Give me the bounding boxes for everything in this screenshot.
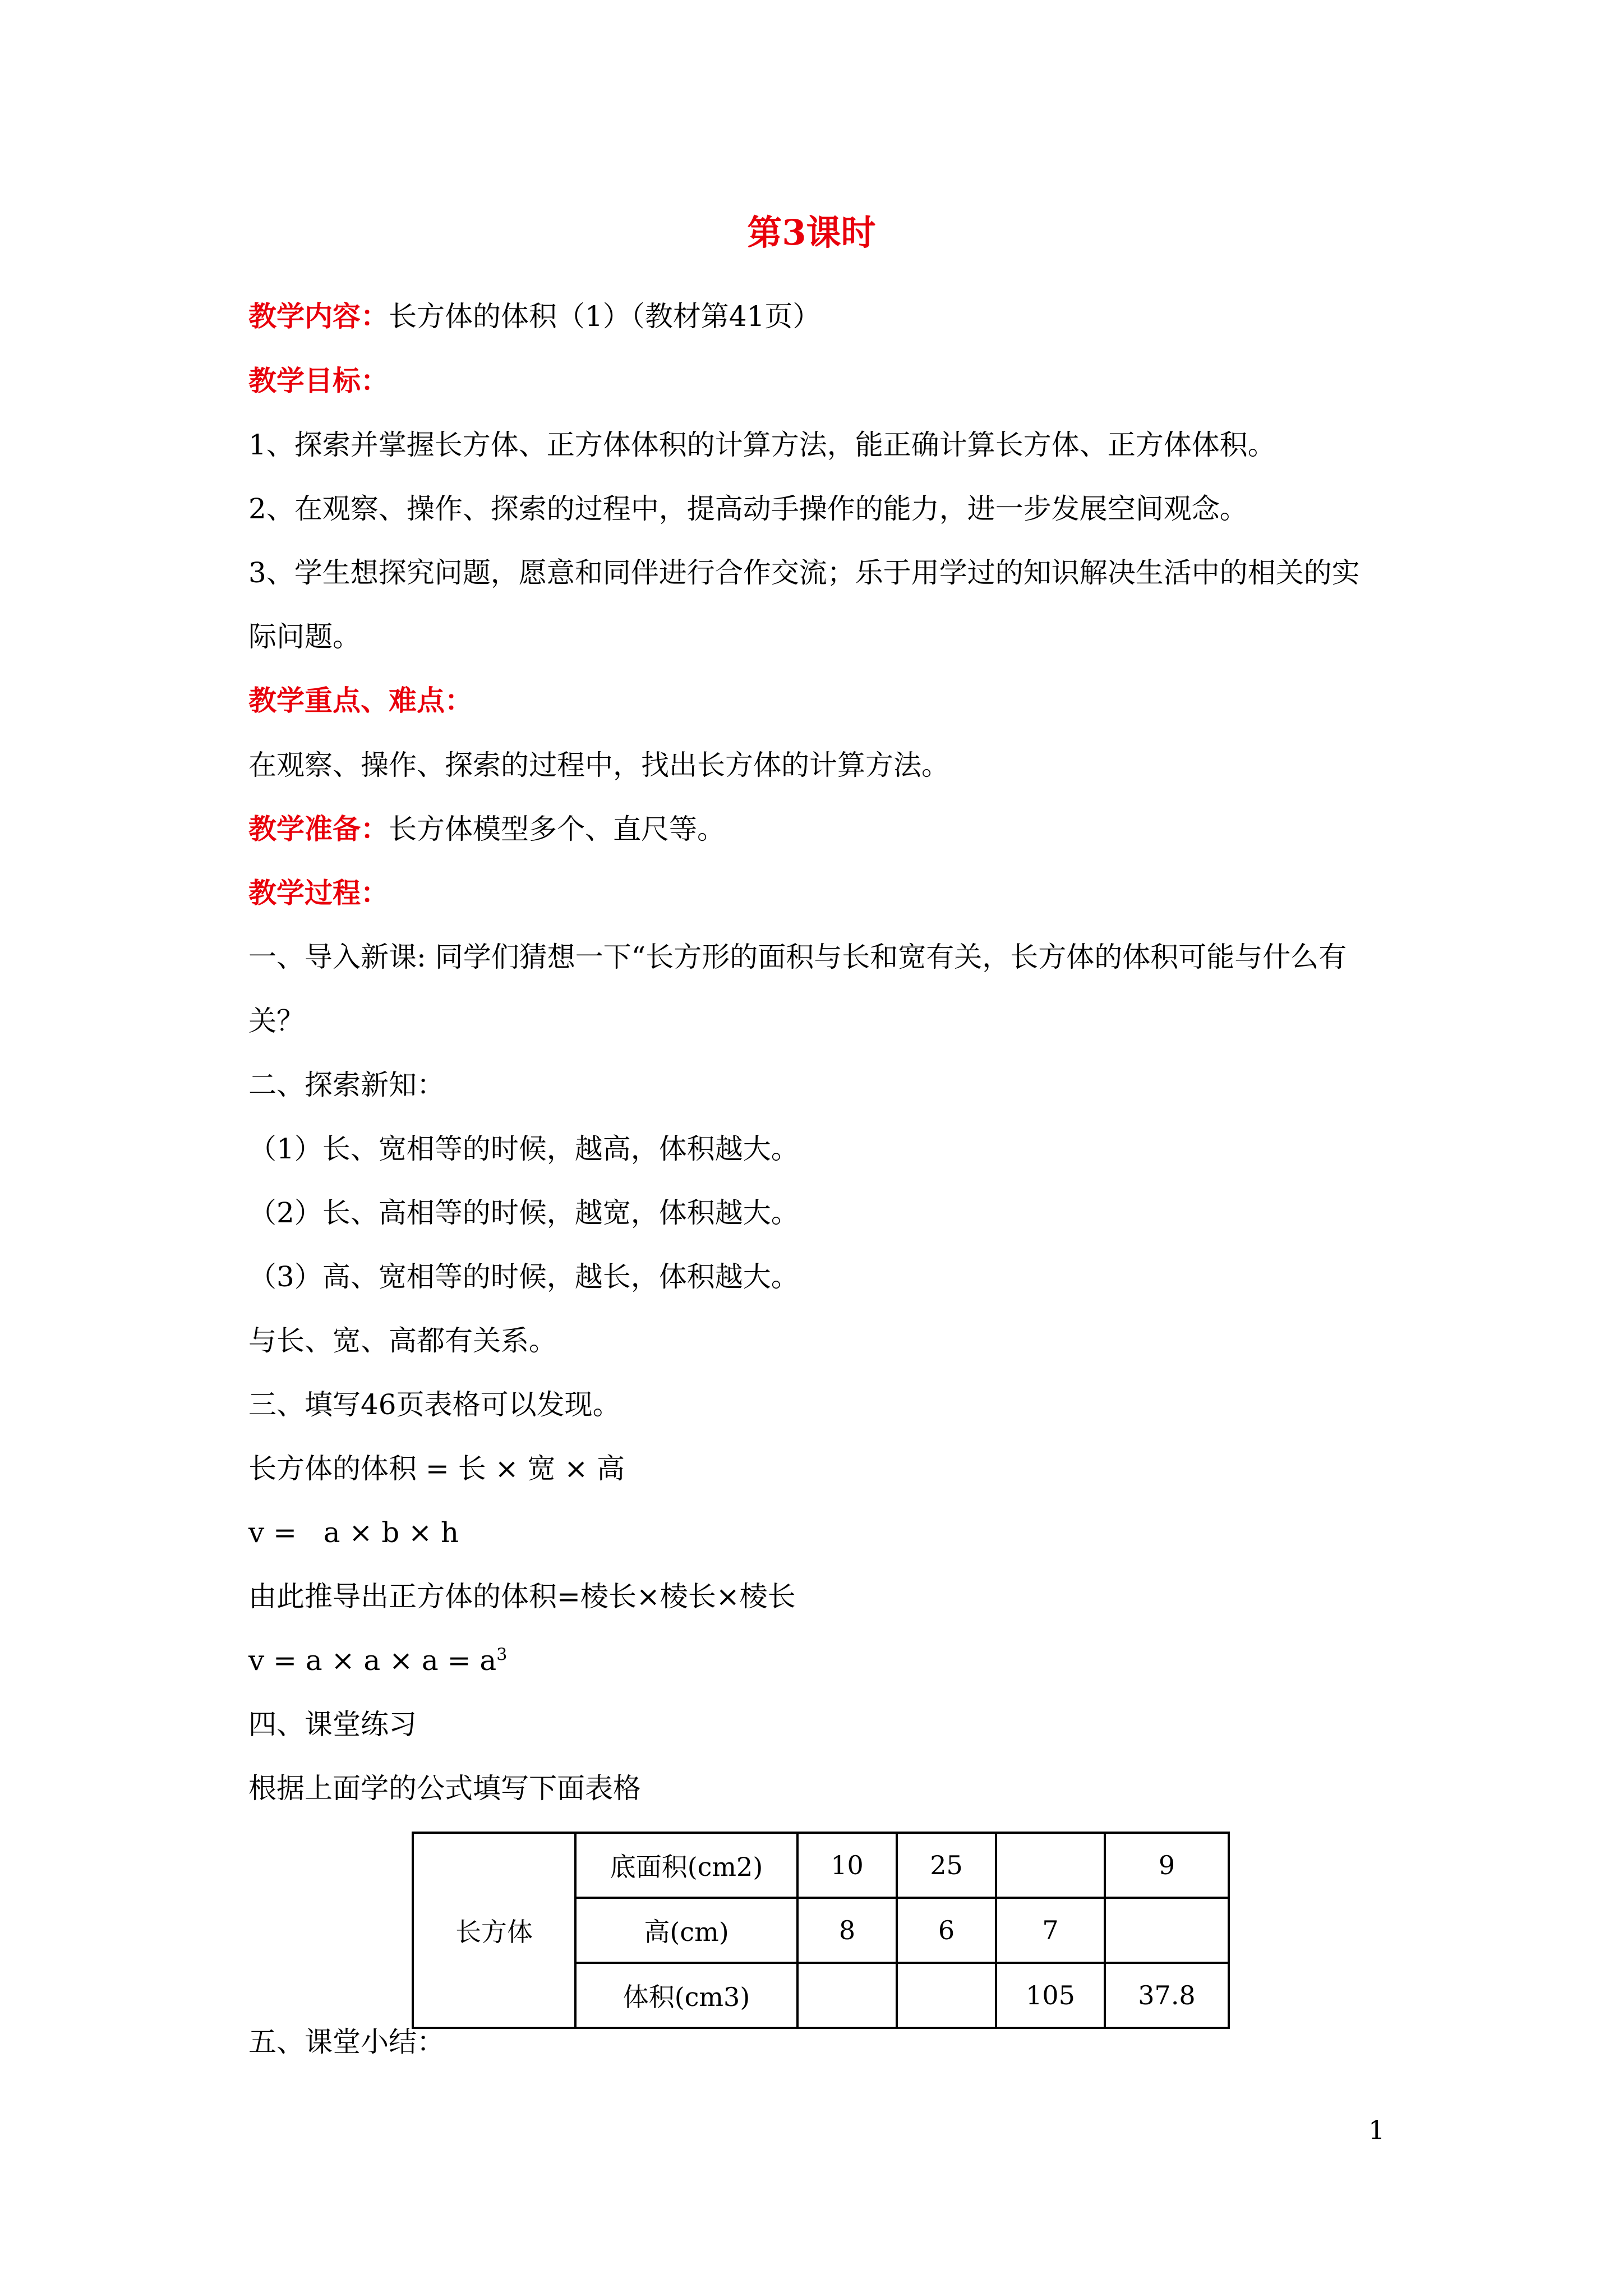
- table-cell: 37.8: [1105, 1963, 1229, 2028]
- process-line-4: （1）长、宽相等的时候，越高，体积越大。: [248, 1133, 799, 1165]
- goal-item-1: 1、探索并掌握长方体、正方体体积的计算方法，能正确计算长方体、正方体体积。: [248, 429, 1276, 461]
- table-row: [413, 1833, 1229, 1898]
- goals-label: 教学目标：: [248, 364, 389, 397]
- table-cell: 6: [897, 1898, 996, 1963]
- table-cell: [797, 1963, 897, 2028]
- table-row-label: 高(cm): [575, 1898, 797, 1963]
- process-line-3: 二、探索新知：: [248, 1069, 445, 1101]
- process-line-5: （2）长、高相等的时候，越宽，体积越大。: [248, 1197, 799, 1229]
- cuboid-volume-symbolic: v = a × b × h: [248, 1516, 459, 1549]
- table-cell: 7: [996, 1898, 1105, 1963]
- process-line-7: 与长、宽、高都有关系。: [248, 1324, 557, 1357]
- table-cell: [1105, 1898, 1229, 1963]
- goal-item-3-continued: 际问题。: [248, 620, 361, 653]
- practice-table: [412, 1832, 1230, 2029]
- process-label: 教学过程：: [248, 876, 389, 909]
- table-cell: 9: [1105, 1833, 1229, 1898]
- process-line-8: 三、填写46页表格可以发现。: [248, 1388, 621, 1421]
- table-row-label: 底面积(cm2): [575, 1833, 797, 1898]
- preparation-label: 教学准备：: [248, 812, 389, 845]
- practice-instruction: 根据上面学的公式填写下面表格: [248, 1772, 641, 1805]
- page-number: 1: [1368, 2115, 1385, 2145]
- goal-item-3: 3、学生想探究问题，愿意和同伴进行合作交流；乐于用学过的知识解决生活中的相关的实: [248, 556, 1360, 589]
- page-title: 第3课时: [747, 212, 876, 253]
- practice-heading: 四、课堂练习: [248, 1708, 417, 1741]
- table-cell: 10: [797, 1833, 897, 1898]
- preparation-text: 长方体模型多个、直尺等。: [389, 813, 725, 845]
- cube-volume-formula: [248, 1644, 507, 1677]
- key-points-label: 教学重点、难点：: [248, 684, 473, 717]
- process-line-1: 一、导入新课: 同学们猜想一下“长方形的面积与长和宽有关，长方体的体积可能与什么有: [248, 941, 1347, 973]
- goal-item-2: 2、在观察、操作、探索的过程中，提高动手操作的能力，进一步发展空间观念。: [248, 493, 1248, 525]
- table-group-label: 长方体: [413, 1833, 575, 2028]
- summary-heading: 五、课堂小结：: [248, 2026, 445, 2058]
- key-points-text: 在观察、操作、探索的过程中，找出长方体的计算方法。: [248, 749, 949, 781]
- preparation-line: [248, 812, 725, 846]
- content-label: 教学内容：: [248, 300, 389, 333]
- cube-formula-text: v = a × a × a = a: [248, 1644, 497, 1677]
- process-line-2: 关？: [248, 1005, 305, 1037]
- table-cell: 8: [797, 1898, 897, 1963]
- cuboid-volume-formula: 长方体的体积 = 长 × 宽 × 高: [248, 1452, 625, 1485]
- table-cell: [897, 1963, 996, 2028]
- table-cell: 25: [897, 1833, 996, 1898]
- cube-volume-derivation: 由此推导出正方体的体积=棱长×棱长×棱长: [248, 1580, 796, 1613]
- process-line-6: （3）高、宽相等的时候，越长，体积越大。: [248, 1260, 799, 1293]
- table-cell: 105: [996, 1963, 1105, 2028]
- table-row-label: 体积(cm3): [575, 1963, 797, 2028]
- content-line: [248, 300, 820, 333]
- cube-formula-exponent: 3: [496, 1645, 508, 1665]
- table-cell: [996, 1833, 1105, 1898]
- content-text: 长方体的体积（1）（教材第41页）: [389, 300, 821, 333]
